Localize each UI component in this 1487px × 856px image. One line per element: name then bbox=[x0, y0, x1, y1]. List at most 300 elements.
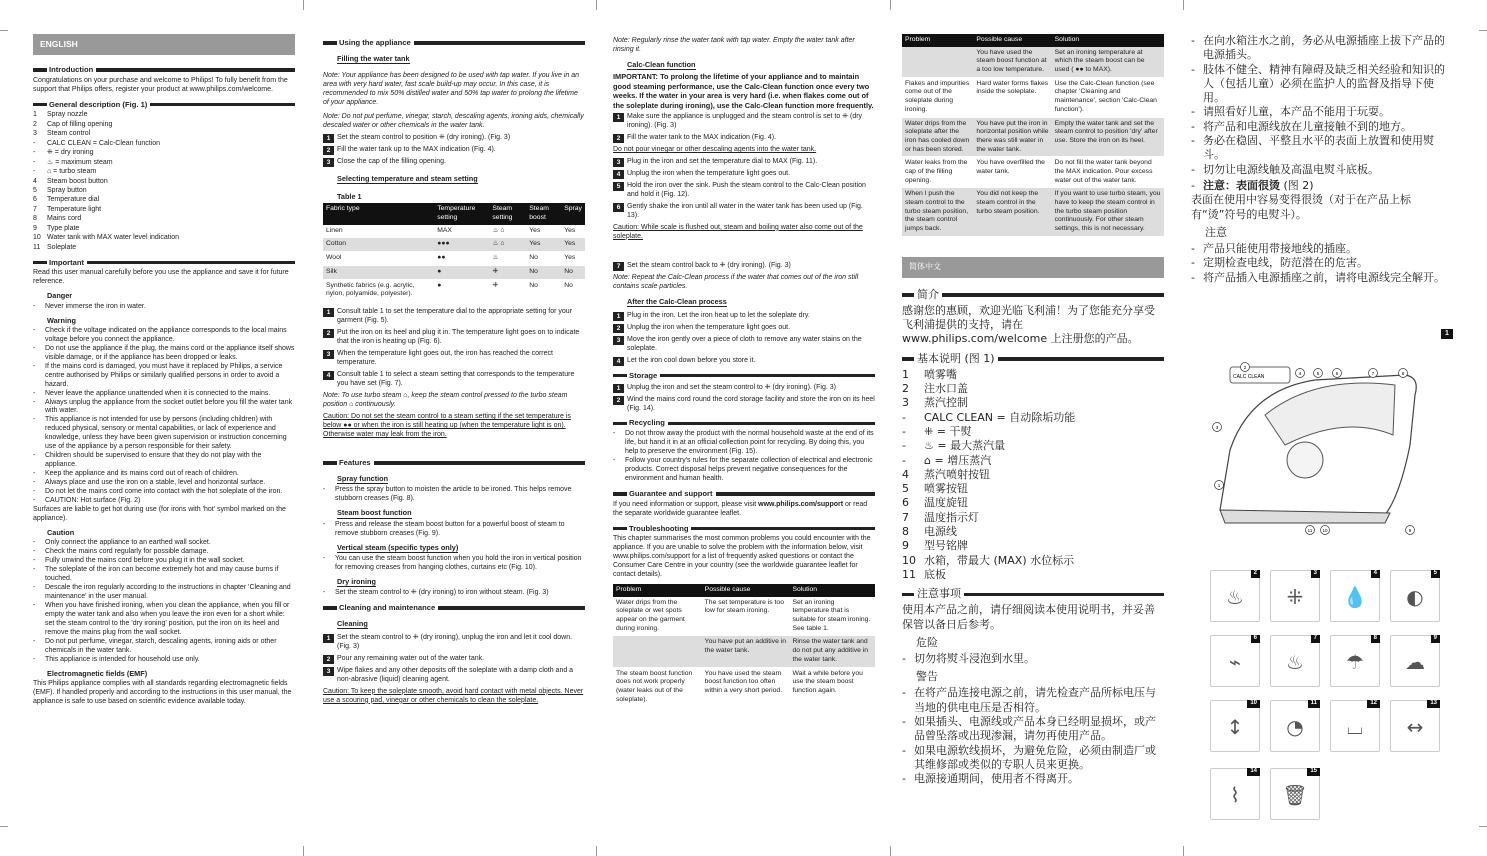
cn-item-text: 如果电源软线损坏，为避免危险，必须由制造厂或其维修部或类似的专职人员来更换。 bbox=[914, 743, 1156, 771]
dash-bullet: - bbox=[33, 302, 36, 310]
table-cell: Hard water forms flakes inside the soleplate. bbox=[973, 77, 1051, 117]
step-number: 3 bbox=[613, 336, 624, 345]
dash-item bbox=[33, 584, 295, 602]
table-cell: Yes bbox=[526, 238, 561, 252]
item-text: Spray nozzle bbox=[47, 111, 88, 119]
list-item bbox=[33, 149, 295, 158]
figure-number: 13 bbox=[1427, 700, 1440, 708]
step-number: 3 bbox=[323, 158, 334, 167]
dash-item bbox=[33, 497, 295, 506]
item-text: Steam control bbox=[47, 130, 91, 138]
step-text: Hold the iron over the sink. Push the steam control to the Calc-Clean position and hold it (Fig. 12). bbox=[627, 181, 866, 198]
dash-item bbox=[33, 416, 295, 452]
table-cell: You have put the iron in horizontal position while there was still water in the water tank. bbox=[973, 117, 1051, 157]
step-item bbox=[613, 158, 875, 167]
dash-bullet: - bbox=[33, 416, 36, 424]
item-text: Soleplate bbox=[47, 243, 77, 251]
dash-item bbox=[613, 430, 875, 457]
table-row bbox=[323, 279, 585, 301]
crop-mark bbox=[0, 826, 8, 827]
step-number: 1 bbox=[613, 312, 624, 321]
table-cell: Wool bbox=[323, 252, 434, 266]
step-text: Wind the mains cord round the cord storage facility and store the iron on its heel (Fig. 14). bbox=[627, 395, 875, 412]
item-text: Temperature light bbox=[47, 205, 102, 213]
steam-control-icon: ⁜ bbox=[1286, 585, 1304, 609]
caution-list bbox=[33, 539, 295, 664]
step-number: 2 bbox=[323, 655, 334, 664]
dash-text: This appliance is intended for household use only. bbox=[45, 655, 200, 663]
language-header-chinese: 简体中文 bbox=[902, 257, 1164, 278]
callout-label: 10 bbox=[1322, 528, 1328, 533]
calc-clean-label: CALC CLEAN bbox=[1233, 374, 1265, 380]
item-number: 4 bbox=[902, 467, 909, 481]
dash-bullet: - bbox=[902, 772, 906, 786]
figure-number: 4 bbox=[1371, 570, 1380, 578]
danger-list bbox=[33, 303, 295, 312]
crop-mark bbox=[303, 0, 304, 10]
emf-paragraph: This Philips appliance complies with all standards regarding electromagnetic fields (EMF). If handled properly and according to the instructions in this user manual, the appliance is safe to use based on scientific evidence available today. bbox=[33, 679, 292, 705]
important-paragraph: Read this user manual carefully before you use the appliance and save it for future reference. bbox=[33, 269, 289, 286]
figure-number: 6 bbox=[1251, 635, 1260, 643]
callout-label: 6 bbox=[1335, 371, 1339, 376]
table-cell: Yes bbox=[561, 225, 585, 238]
item-number: 11 bbox=[33, 243, 41, 251]
step-text: Close the cap of the filling opening. bbox=[337, 157, 446, 165]
dash-item bbox=[33, 602, 295, 638]
step-number: 5 bbox=[613, 182, 624, 191]
table-row bbox=[323, 238, 585, 252]
dash-item bbox=[33, 488, 295, 497]
dash-item bbox=[33, 566, 295, 584]
table-cell: ● bbox=[434, 265, 489, 279]
vertical-text: - You can use the steam boost function when you hold the iron in vertical position for removing creases from hanging clothes, curtains etc (Fig. 10). bbox=[323, 554, 582, 571]
guarantee-paragraph: If you need information or support, please visit www.philips.com/support or read the separate worldwide guarantee leaflet. bbox=[613, 500, 868, 517]
table-cell: ♨ bbox=[489, 252, 526, 266]
item-text: Water tank with MAX water level indication bbox=[47, 234, 180, 242]
figure-number: 15 bbox=[1307, 768, 1320, 776]
list-item bbox=[33, 111, 295, 120]
spray-text: - Press the spray button to moisten the article to be ironed. This helps remove stubborn creases (Fig. 8). bbox=[323, 486, 572, 503]
item-text: 注水口盖 bbox=[924, 382, 968, 396]
troubleshooting-table-continued bbox=[902, 34, 1164, 237]
table-row bbox=[902, 77, 1164, 117]
list-item bbox=[902, 568, 1164, 582]
list-item bbox=[33, 159, 295, 168]
item-number: 9 bbox=[33, 224, 37, 232]
list-item bbox=[902, 468, 1164, 482]
list-item bbox=[33, 130, 295, 139]
table-cell: Set an ironing temperature that is suitable for steam ironing. See table 1. bbox=[789, 597, 875, 636]
item-text: 蒸汽控制 bbox=[924, 396, 968, 410]
danger-heading: Danger bbox=[47, 291, 73, 301]
cn-item-text: 肢体不健全、精神有障碍及缺乏相关经验和知识的人（包括儿童）必须在监护人的监督及指导下使用。 bbox=[1203, 62, 1445, 105]
shake-icon: ↔ bbox=[1406, 715, 1424, 739]
dash-item bbox=[33, 327, 295, 345]
item-number: - bbox=[33, 158, 36, 166]
table-cell: No bbox=[526, 279, 561, 301]
vertical-steam-icon: ↕ bbox=[1226, 715, 1244, 739]
dash-text: Always place and use the iron on a stable, level and horizontal surface. bbox=[45, 479, 266, 487]
dash-bullet: - bbox=[1191, 119, 1195, 133]
dash-item bbox=[33, 452, 295, 470]
item-number: 3 bbox=[902, 396, 909, 410]
figure-number: 12 bbox=[1367, 700, 1380, 708]
list-item bbox=[902, 396, 1164, 410]
section-heading: 注意事项 bbox=[902, 587, 1164, 601]
dash-item bbox=[33, 638, 295, 656]
cn-warning-continued bbox=[1191, 34, 1453, 177]
step-number: 2 bbox=[323, 329, 334, 338]
table-header-cell: Possible cause bbox=[702, 584, 790, 597]
step-number: 2 bbox=[613, 134, 624, 143]
list-item bbox=[33, 178, 295, 187]
table-cell: No bbox=[526, 265, 561, 279]
warning-heading: Warning bbox=[47, 315, 76, 325]
table-cell: ⁜ bbox=[489, 265, 526, 279]
item-number: 7 bbox=[902, 510, 909, 524]
cleaning-steps bbox=[323, 634, 585, 685]
list-item bbox=[33, 187, 295, 196]
storage-steps bbox=[613, 384, 875, 414]
item-number: - bbox=[33, 139, 36, 147]
cn-list-item bbox=[902, 652, 1164, 666]
step-item bbox=[613, 324, 875, 333]
general-description-list bbox=[33, 111, 295, 252]
cn-list-item bbox=[1191, 63, 1453, 106]
cn-list-item bbox=[1191, 256, 1453, 270]
table-cell: Yes bbox=[526, 225, 561, 238]
dash-text: Only connect the appliance to an earthed wall socket. bbox=[45, 539, 211, 547]
crop-mark bbox=[890, 846, 891, 856]
step-text: Set the steam control to ⁜ (dry ironing), unplug the iron and let it cool down. (Fig. 3) bbox=[337, 634, 573, 651]
crop-mark bbox=[1479, 826, 1487, 827]
table-cell: ●● bbox=[434, 252, 489, 266]
dash-text: Never leave the appliance unattended when it is connected to the mains. bbox=[45, 389, 271, 397]
column-4 bbox=[902, 34, 1164, 834]
step-item bbox=[613, 113, 875, 131]
dash-bullet: - bbox=[33, 344, 36, 352]
item-number: - bbox=[902, 453, 906, 467]
figure-number: 2 bbox=[1251, 570, 1260, 578]
dash-item bbox=[33, 557, 295, 566]
table-title: Table 1 bbox=[337, 192, 362, 202]
table-header-cell: Possible cause bbox=[973, 34, 1051, 47]
step-number: 3 bbox=[323, 350, 334, 359]
cn-intro: 感谢您的惠顾，欢迎光临飞利浦！为了您能充分享受飞利浦提供的支持，请在 www.philips.com/welcome 上注册您的产品。 bbox=[902, 303, 1155, 346]
table-cell: Silk bbox=[323, 265, 434, 279]
cn-item-text: 切勿将熨斗浸泡到水里。 bbox=[914, 652, 1035, 665]
cn-hot-paragraph: 表面在使用中容易变得很烫（对于在产品上标有“烫”符号的电熨斗）。 bbox=[1191, 193, 1411, 221]
item-text: 喷雾按钮 bbox=[924, 482, 968, 496]
cn-item-text: 在将产品连接电源之前，请先检查产品所标电压与当地的供电电压是否相符。 bbox=[914, 686, 1156, 714]
plug-icon: ⌁ bbox=[1228, 650, 1242, 674]
item-text: ⌂ = turbo steam bbox=[47, 168, 97, 176]
dash-text: Do not put perfume, vinegar, starch, descaling agents, ironing aids or other chemicals in the water tank. bbox=[45, 637, 277, 654]
important-calc: IMPORTANT: To prolong the lifetime of your appliance and to maintain good steaming performance, use the Calc-Clean function once every two weeks. If the water in your area is very hard (i.e. when flakes come out of the soleplate during ironing), use the Calc-Clean function more frequently. bbox=[613, 72, 874, 110]
section-heading: Guarantee and support bbox=[613, 489, 875, 499]
recycling-list bbox=[613, 430, 875, 484]
cord-storage-icon: ⌇ bbox=[1230, 783, 1240, 807]
step-text: Consult table 1 to set the temperature dial to the appropriate setting for your garment (Fig. 5). bbox=[337, 307, 573, 324]
dash-text: If the mains cord is damaged, you must have it replaced by Philips, a service centre authorised by Philips or similarly qualified persons in order to avoid a hazard. bbox=[45, 362, 283, 388]
list-item bbox=[33, 206, 295, 215]
calc-steps bbox=[613, 113, 875, 143]
crop-mark bbox=[1183, 846, 1184, 856]
dash-bullet: - bbox=[33, 362, 36, 370]
item-text: ♨ = 最大蒸汽量 bbox=[924, 439, 1006, 453]
caution-calc: Caution: While scale is flushed out, steam and boiling water also come out of the soleplate. bbox=[613, 223, 863, 240]
item-text: ⁜ = dry ironing bbox=[47, 149, 94, 157]
item-number: 2 bbox=[902, 382, 909, 396]
item-text: 温度指示灯 bbox=[924, 510, 979, 524]
callout-label: 5 bbox=[1316, 371, 1320, 376]
dash-item bbox=[33, 399, 295, 417]
list-item bbox=[902, 554, 1164, 568]
item-text: Mains cord bbox=[47, 215, 82, 223]
subheading: Vertical steam (specific types only) bbox=[337, 542, 459, 552]
list-item bbox=[33, 215, 295, 224]
step-item bbox=[613, 134, 875, 143]
item-number: 1 bbox=[33, 111, 37, 119]
step-item bbox=[613, 357, 875, 366]
table-cell: If you want to use turbo steam, you have to keep the steam control in the turbo steam position continuously. For other steam settings, this is not necessary. bbox=[1052, 188, 1164, 236]
cn-caution-list bbox=[1191, 242, 1453, 284]
table-header-cell: Steam setting bbox=[489, 203, 526, 224]
dash-bullet: - bbox=[902, 686, 906, 700]
item-number: - bbox=[902, 410, 906, 424]
table-cell: When I push the steam control to the turbo steam position, the steam control jumps back. bbox=[902, 188, 973, 236]
step-number: 6 bbox=[613, 203, 624, 212]
cn-warning-list bbox=[902, 686, 1164, 786]
item-text: Temperature dial bbox=[47, 196, 100, 204]
step-item bbox=[323, 146, 585, 155]
item-number: - bbox=[902, 439, 906, 453]
table-header-cell: Steam boost bbox=[526, 203, 561, 224]
support-link[interactable]: www.philips.com/support bbox=[758, 500, 844, 508]
figure-number: 9 bbox=[1431, 635, 1440, 643]
troubleshooting-table bbox=[613, 584, 875, 707]
item-text: Steam boost button bbox=[47, 177, 108, 185]
step-text: Plug in the iron and set the temperature dial to MAX (Fig. 11). bbox=[627, 157, 818, 165]
item-number: 10 bbox=[33, 234, 41, 242]
list-item bbox=[902, 382, 1164, 396]
table-row bbox=[613, 667, 875, 707]
troubleshooting-paragraph: This chapter summarises the most common problems you could encounter with the appliance. If you are unable to solve the problem with the information below, visit www.philips.com/support for a list of frequently asked questions or contact the Consumer Care Centre in your country (see the worldwide guarantee leaflet for contact details). bbox=[613, 535, 871, 579]
list-item bbox=[902, 411, 1164, 425]
section-heading: 简介 bbox=[902, 288, 1164, 302]
dash-bullet: - bbox=[902, 743, 906, 757]
dash-text: Always unplug the appliance from the socket outlet before you fill the water tank with water. bbox=[45, 398, 293, 415]
list-item bbox=[33, 121, 295, 130]
dash-bullet: - bbox=[33, 601, 36, 609]
step-item bbox=[613, 182, 875, 200]
figure-number: 5 bbox=[1431, 570, 1440, 578]
figure-panel bbox=[1330, 570, 1380, 622]
table-cell: Linen bbox=[323, 225, 434, 238]
item-text: ♨ = maximum steam bbox=[47, 158, 113, 166]
list-item bbox=[902, 454, 1164, 468]
list-item bbox=[902, 525, 1164, 539]
step-number: 4 bbox=[613, 357, 624, 366]
steam-setting-icon: ♨ bbox=[1286, 650, 1304, 674]
step-number: 2 bbox=[613, 324, 624, 333]
table-cell: The set temperature is too low for steam ironing. bbox=[702, 597, 790, 636]
dash-bullet: - bbox=[33, 488, 36, 496]
dash-bullet: - bbox=[1191, 241, 1195, 255]
cn-hot-line: - 注意：表面很烫 (图 2) bbox=[1191, 178, 1314, 192]
item-text: 蒸汽喷射按钮 bbox=[924, 467, 990, 481]
filling-steps bbox=[323, 134, 585, 167]
table-cell bbox=[613, 636, 702, 667]
step-text: When the temperature light goes out, the iron has reached the correct temperature. bbox=[337, 349, 553, 366]
table-cell: Rinse the water tank and do not put any additive in the water tank. bbox=[789, 636, 875, 667]
column-english-2 bbox=[323, 34, 585, 834]
step-number: 4 bbox=[323, 371, 334, 380]
table-header-cell: Problem bbox=[613, 584, 702, 597]
subheading: Calc-Clean function bbox=[627, 59, 696, 69]
dry-text: - Set the steam control to ⁜ (dry ironing) to iron without steam. (Fig. 3) bbox=[323, 589, 549, 597]
subheading: Selecting temperature and steam setting bbox=[337, 173, 478, 183]
cn-list-item bbox=[1191, 242, 1453, 256]
figure-panel bbox=[1210, 570, 1260, 622]
table-row bbox=[613, 597, 875, 636]
dash-item bbox=[33, 479, 295, 488]
step-text: Plug in the iron. Let the iron heat up to let the soleplate dry. bbox=[627, 311, 810, 319]
no-vinegar: Do not pour vinegar or other descaling agents into the water tank. bbox=[613, 146, 817, 154]
step-item bbox=[323, 667, 585, 685]
table-row bbox=[902, 117, 1164, 157]
dash-bullet: - bbox=[1191, 34, 1195, 47]
figure-panel bbox=[1330, 635, 1380, 687]
item-text: 型号铭牌 bbox=[924, 539, 968, 553]
dash-bullet: - bbox=[33, 452, 36, 460]
table-row bbox=[613, 636, 875, 667]
section-heading: Recycling bbox=[613, 418, 875, 428]
dash-bullet: - bbox=[33, 470, 36, 478]
dash-item bbox=[33, 656, 295, 665]
item-number: 11 bbox=[902, 567, 916, 581]
cn-danger-list bbox=[902, 652, 1164, 666]
figure-number: 3 bbox=[1311, 570, 1320, 578]
step-text: Wipe flakes and any other deposits off the soleplate with a damp cloth and a non-abrasive (liquid) cleaning agent. bbox=[337, 666, 574, 683]
list-item bbox=[33, 234, 295, 243]
section-heading: Storage bbox=[613, 371, 875, 381]
dash-text: Do not throw away the product with the normal household waste at the end of its life, but hand it in at an official collection point for recycling. By doing this, you help to preserve the environment (Fig. 15). bbox=[625, 430, 874, 456]
item-number: 6 bbox=[33, 196, 37, 204]
callout-label: 4 bbox=[1298, 371, 1302, 376]
max-dial-icon: ◔ bbox=[1286, 715, 1304, 739]
figure-panel bbox=[1270, 700, 1320, 752]
note-repeat: Note: Repeat the Calc-Clean process if the water that comes out of the iron still contains scale particles. bbox=[613, 273, 859, 290]
step-number: 3 bbox=[613, 158, 624, 167]
section-heading: General description (Fig. 1) bbox=[33, 100, 295, 110]
crop-mark bbox=[596, 0, 597, 10]
crop-mark bbox=[596, 846, 597, 856]
figure-number: 11 bbox=[1308, 700, 1320, 708]
table-cell: Water leaks from the cap of the filling opening. bbox=[902, 157, 973, 188]
list-item bbox=[33, 225, 295, 234]
table-cell: Do not fill the water tank beyond the MAX indication. Pour excess water out of the water tank. bbox=[1052, 157, 1164, 188]
step-item bbox=[613, 312, 875, 321]
calc-steps bbox=[613, 158, 875, 221]
cn-important: 使用本产品之前，请仔细阅读本使用说明书，并妥善保管以备日后参考。 bbox=[902, 603, 1155, 631]
list-item bbox=[902, 482, 1164, 496]
figure-number: 10 bbox=[1247, 700, 1260, 708]
dash-text: Follow your country's rules for the separate collection of electrical and electronic products. Correct disposal helps prevent negative consequences for the environment and human health. bbox=[625, 457, 873, 482]
iron-diagram bbox=[1205, 355, 1445, 540]
table-cell: Yes bbox=[561, 252, 585, 266]
table-cell: No bbox=[526, 252, 561, 266]
cn-general-list bbox=[902, 368, 1164, 582]
emf-heading: Electromagnetic fields (EMF) bbox=[47, 668, 148, 678]
dash-item bbox=[613, 457, 875, 484]
note-chemicals: Note: Do not put perfume, vinegar, starch, descaling agents, ironing aids, chemically descaled water or other chemicals in the water tank. bbox=[323, 112, 584, 129]
cn-item-text: 如果插头、电源线或产品本身已经明显损坏，或产品曾坠落或出现渗漏，请勿再使用产品。 bbox=[914, 714, 1156, 743]
item-number: - bbox=[33, 149, 36, 157]
dash-bullet: - bbox=[33, 389, 36, 397]
caution-steam: Caution: Do not set the steam control to a steam setting if the set temperature is below ●● or when the iron is still heating up (when the temperature light is on). Otherwise water may leak from the iron. bbox=[323, 413, 571, 439]
figure-panel bbox=[1270, 635, 1320, 687]
temperature-dial bbox=[1287, 442, 1323, 478]
subheading: Filling the water tank bbox=[337, 53, 410, 63]
figure-panel bbox=[1270, 768, 1320, 820]
cn-item-text: 务必在稳固、平整且水平的表面上放置和使用熨斗。 bbox=[1203, 134, 1434, 162]
figure-panel bbox=[1210, 700, 1260, 752]
table-cell: MAX bbox=[434, 225, 489, 238]
step-item bbox=[613, 170, 875, 179]
crop-mark bbox=[1183, 0, 1184, 10]
list-item bbox=[902, 511, 1164, 525]
dash-text: The soleplate of the iron can become extremely hot and may cause burns if touched. bbox=[45, 566, 279, 582]
figure-panel bbox=[1210, 768, 1260, 820]
water-tank-icon: 💧 bbox=[1342, 585, 1368, 609]
callout-label: 8 bbox=[1401, 371, 1405, 376]
steam-boost-icon: ☁ bbox=[1405, 650, 1425, 674]
step-number: 2 bbox=[323, 146, 334, 155]
dash-text: Descale the iron regularly according to the instructions in chapter 'Cleaning and maintenance' in the user manual. bbox=[45, 583, 291, 600]
table-cell: No bbox=[561, 279, 585, 301]
cn-list-item bbox=[902, 686, 1164, 715]
section-heading: Introduction bbox=[33, 65, 295, 75]
table-cell: Use the Calc-Clean function (see chapter 'Cleaning and maintenance', section 'Calc-Clean function'). bbox=[1052, 77, 1164, 117]
step-text: Unplug the iron when the temperature light goes out. bbox=[627, 323, 791, 331]
dash-bullet: - bbox=[33, 655, 36, 663]
table-cell: Flakes and impurities come out of the soleplate during ironing. bbox=[902, 77, 973, 117]
step-text: Fill the water tank up to the MAX indication (Fig. 4). bbox=[337, 145, 496, 153]
item-number: 3 bbox=[33, 130, 37, 138]
table-cell: Empty the water tank and set the steam control to position 'dry' after use. Store the iron on its heel. bbox=[1052, 117, 1164, 157]
dash-bullet: - bbox=[33, 566, 36, 574]
step-text: Pour any remaining water out of the water tank. bbox=[337, 654, 485, 662]
item-number: 5 bbox=[33, 186, 37, 194]
step-item bbox=[323, 158, 585, 167]
page-number: 1 bbox=[1441, 329, 1453, 339]
recycle-bin-icon: 🗑 bbox=[1282, 783, 1308, 807]
step-text: Move the iron gently over a piece of cloth to remove any water stains on the soleplate. bbox=[627, 335, 862, 352]
step-number: 1 bbox=[323, 134, 334, 143]
calc-step-7: 7 Set the steam control back to ⁜ (dry ironing). (Fig. 3) bbox=[613, 262, 875, 271]
item-number: 5 bbox=[902, 482, 909, 496]
step-item bbox=[323, 350, 585, 368]
crop-mark bbox=[303, 846, 304, 856]
subheading: After the Calc-Clean process bbox=[627, 296, 727, 306]
list-item bbox=[902, 425, 1164, 439]
callout-label: 2 bbox=[1243, 365, 1247, 370]
dash-item bbox=[33, 548, 295, 557]
cn-item-text: 产品只能使用带接地线的插座。 bbox=[1203, 241, 1357, 255]
dash-text: Fully unwind the mains cord before you plug it in the wall socket. bbox=[45, 557, 245, 565]
table-header-cell: Solution bbox=[1052, 34, 1164, 47]
